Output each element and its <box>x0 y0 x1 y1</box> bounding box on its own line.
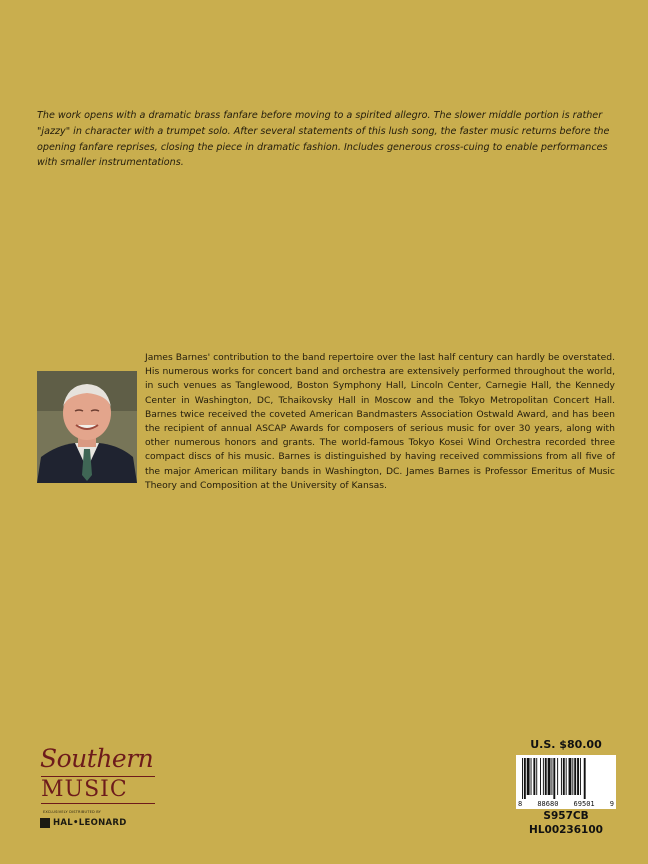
composer-biography: James Barnes' contribution to the band repertoire over the last half century can hardly be overstated. His numerous works for concert band and orchestra are extensively performed throughout the world, in such venues as Tanglewood, Boston Symphony Hall, Lincoln Center, Carnegie Hall, the Kennedy Center in Washington, DC, Tchaikovsky Hall in Moscow and the Tokyo Metropolitan Concert Hall. Barnes twice received the coveted American Bandmasters Association Ostwald Award, and has been the recipient of annual ASCAP Awards for composers of serious music for over 30 years, along with other numerous honors and grants. The world-famous Tokyo Kosei Wind Orchestra recorded three compact discs of his music. Barnes is distinguished by having received commissions from all five of the major American military bands in Washington, DC. James Barnes is Professor Emeritus of Music Theory and Composition at the University of Kansas. <box>145 352 615 491</box>
barcode-bars-icon <box>516 755 616 799</box>
hal-leonard-text: HAL•LEONARD <box>53 818 127 828</box>
barcode <box>516 755 616 809</box>
composer-photo <box>37 371 137 483</box>
catalog-code: S957CB <box>543 810 589 822</box>
publisher-logo <box>40 744 162 830</box>
barcode-right-group: 69501 <box>573 800 595 808</box>
barcode-check-digit: 9 <box>609 800 614 808</box>
logo-southern-text: Southern <box>40 744 154 773</box>
price-block <box>516 738 616 837</box>
hl-code: HL00236100 <box>529 824 603 836</box>
hal-leonard-logo <box>40 817 127 829</box>
hal-leonard-mark-icon <box>40 818 50 828</box>
logo-music-text: MUSIC <box>41 776 155 804</box>
barcode-left-group: 88680 <box>537 800 559 808</box>
distributor-note: EXCLUSIVELY DISTRIBUTED BY <box>43 810 101 814</box>
barcode-digits <box>516 800 616 808</box>
price-label: U.S. $80.00 <box>530 738 602 751</box>
barcode-lead-digit: 8 <box>518 800 523 808</box>
product-description: The work opens with a dramatic brass fanfare before moving to a spirited allegro. The slower middle portion is rather "jazzy" in character with a trumpet solo. After several statements of this lush song, the faster music returns before the opening fanfare reprises, closing the piece in dramatic fashion. Includes generous cross-cuing to enable performances with smaller instrumentations. <box>37 110 610 169</box>
